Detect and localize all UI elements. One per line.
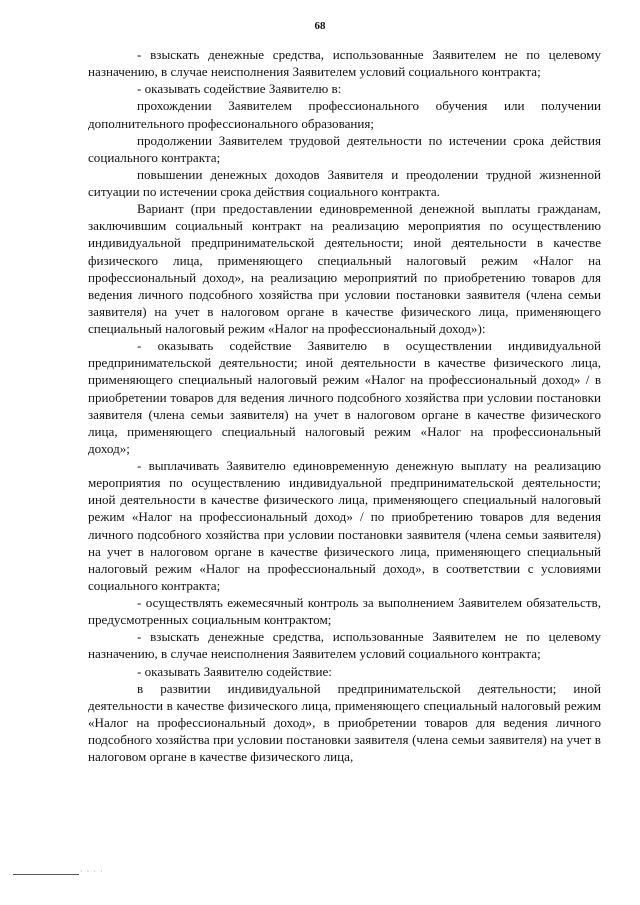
paragraph: прохождении Заявителем профессионального обучения или получении дополнительного профессионального образования; [88,98,601,131]
paragraph: - оказывать содействие Заявителю в осуществлении индивидуальной предпринимательской деятельности; иной деятельности в качестве физического лица, применяющего специальный налоговый режим «Налог на профессиональный доход» / в приобретении товаров для ведения личного подсобного хозяйства при условии постановки заявителя (члена семьи заявителя) на учет в налоговом органе в качестве физического лица, применяющего специальный налоговый режим «Налог на профессиональный доход»; [88,338,601,456]
paragraph: в развитии индивидуальной предпринимательской деятельности; иной деятельности в качестве физического лица, применяющего специальный налоговый режим «Налог на профессиональный доход», в приобретении товаров для ведения личного подсобного хозяйства при условии постановки заявителя (члена семьи заявителя) на учет в налоговом органе в качестве физического лица, [88,680,601,765]
paragraph: - взыскать денежные средства, использованные Заявителем не по целевому назначению, в случае неисполнения Заявителем условий социального контракта; [88,47,601,80]
paragraph: повышении денежных доходов Заявителя и преодолении трудной жизненной ситуации по истечении срока действия социального контракта. [88,166,601,199]
paragraph: - выплачивать Заявителю единовременную денежную выплату на реализацию мероприятия по осуществлению индивидуальной предпринимательской деятельности; иной деятельности в качестве физического лица, применяющего специальный налоговый режим «Налог на профессиональный доход» / по приобретению товаров для ведения личного подсобного хозяйства при условии постановки заявителя (члена семьи заявителя) на учет в налоговом органе в качестве физического лица, применяющего специальный налоговый режим «Налог на профессиональный доход», в соответствии с условиями социального контракта; [88,458,601,593]
footer-dots: · · · · [80,867,104,876]
document-body [88,46,601,765]
paragraph: продолжении Заявителем трудовой деятельности по истечении срока действия социального контракта; [88,132,601,165]
paragraph: - оказывать содействие Заявителю в: [137,81,342,97]
paragraph: - оказывать Заявителю содействие: [137,663,332,679]
footer-rule [13,874,79,875]
paragraph: - взыскать денежные средства, использованные Заявителем не по целевому назначению, в случае неисполнения Заявителем условий социального контракта; [88,629,601,662]
paragraph: Вариант (при предоставлении единовременной денежной выплаты гражданам, заключившим социальный контракт на реализацию мероприятия по осуществлению индивидуальной предпринимательской деятельности; иной деятельности в качестве физического лица, применяющего специальный налоговый режим «Налог на профессиональный доход», на реализацию мероприятий по приобретению товаров для ведения личного подсобного хозяйства при условии постановки заявителя (члена семьи заявителя) на учет в налоговом органе в качестве физического лица, применяющего специальный налоговый режим «Налог на профессиональный доход»): [88,201,601,336]
paragraph: - осуществлять ежемесячный контроль за выполнением Заявителем обязательств, предусмотренных социальным контрактом; [88,595,601,628]
page-number: 68 [314,20,326,32]
